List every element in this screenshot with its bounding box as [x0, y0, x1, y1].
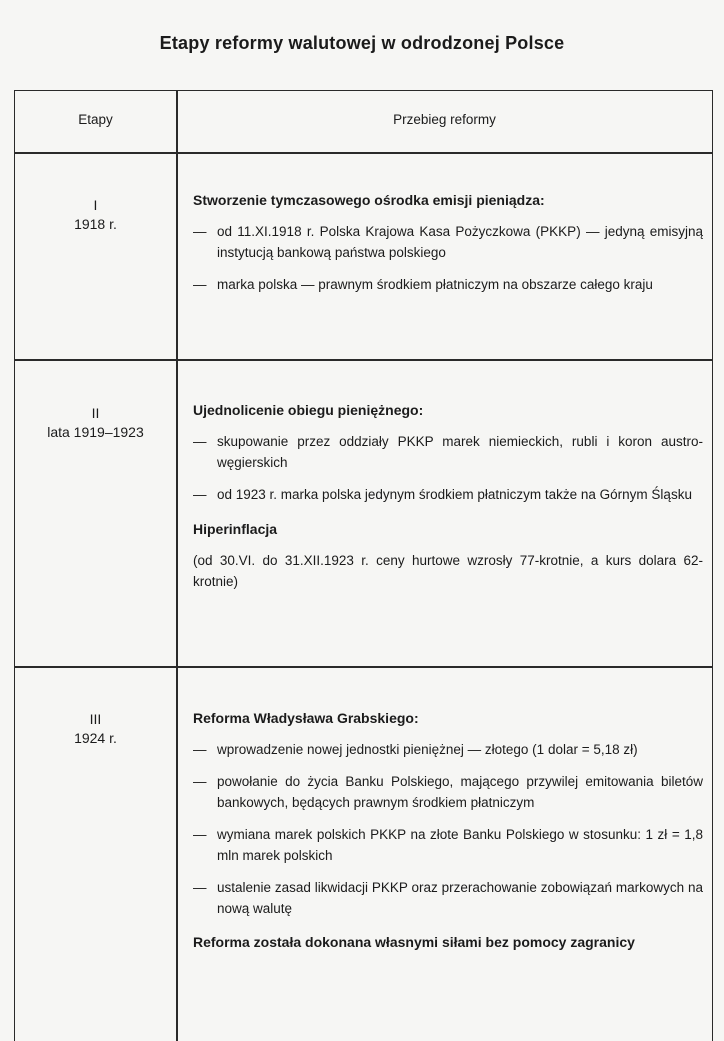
list-item: [193, 431, 703, 473]
dash-bullet: —: [193, 774, 207, 789]
dash-bullet: —: [193, 827, 207, 842]
stage-period: lata 1919–1923: [47, 424, 144, 440]
stage-numeral: III: [89, 711, 102, 727]
dash-bullet: —: [193, 487, 207, 502]
reform-cell-3: [193, 708, 703, 953]
list-item-text: powołanie do życia Banku Polskiego, mającego przywilej emitowania biletów bankowych, będących prawnym środkiem płatniczym: [217, 774, 703, 810]
list-item: [193, 274, 703, 295]
header-etapy: Etapy: [78, 112, 113, 127]
stage-period: 1924 r.: [74, 730, 117, 746]
header-przebieg-reformy: Przebieg reformy: [393, 112, 496, 127]
dash-bullet: —: [193, 742, 207, 757]
stage-period: 1918 r.: [74, 216, 117, 232]
column-divider: [176, 91, 178, 1041]
stage-cell-1: [15, 196, 176, 234]
row-divider: [15, 666, 712, 668]
list-item-text: marka polska — prawnym środkiem płatniczym na obszarze całego kraju: [217, 277, 653, 292]
list-item: [193, 824, 703, 866]
row-subheading: Hiperinflacja: [193, 521, 278, 537]
dash-bullet: —: [193, 277, 207, 292]
list-item-text: skupowanie przez oddziały PKKP marek niemieckich, rubli i koron austro-węgierskich: [217, 434, 703, 470]
reform-stages-table: [14, 90, 713, 1041]
list-item: [193, 877, 703, 919]
row-heading: Reforma Władysława Grabskiego:: [193, 710, 419, 726]
row-paragraph: (od 30.VI. do 31.XII.1923 r. ceny hurtowe wzrosły 77-krotnie, a kurs dolara 62-krotnie): [193, 553, 703, 589]
list-item: [193, 221, 703, 263]
reform-cell-1: [193, 190, 703, 306]
list-item-text: wprowadzenie nowej jednostki pieniężnej — złotego (1 dolar = 5,18 zł): [217, 742, 638, 757]
closing-note: Reforma została dokonana własnymi siłami bez pomocy zagranicy: [193, 934, 635, 950]
list-item: [193, 739, 703, 760]
stage-cell-2: [15, 404, 176, 442]
header-divider: [15, 152, 712, 154]
stage-numeral: I: [93, 197, 98, 213]
dash-bullet: —: [193, 224, 207, 239]
page-title: Etapy reformy walutowej w odrodzonej Polsce: [159, 33, 565, 53]
dash-bullet: —: [193, 880, 207, 895]
row-divider: [15, 359, 712, 361]
list-item: [193, 771, 703, 813]
list-item-text: od 11.XI.1918 r. Polska Krajowa Kasa Pożyczkowa (PKKP) — jedyną emisyjną instytucją bankową państwa polskiego: [217, 224, 703, 260]
list-item: [193, 484, 703, 505]
reform-cell-2: [193, 400, 703, 603]
row-heading: Stworzenie tymczasowego ośrodka emisji pieniądza:: [193, 192, 545, 208]
row-heading: Ujednolicenie obiegu pieniężnego:: [193, 402, 424, 418]
list-item-text: wymiana marek polskich PKKP na złote Banku Polskiego w stosunku: 1 zł = 1,8 mln marek polskich: [217, 827, 703, 863]
list-item-text: od 1923 r. marka polska jedynym środkiem płatniczym także na Górnym Śląsku: [217, 487, 692, 502]
stage-numeral: II: [91, 405, 100, 421]
stage-cell-3: [15, 710, 176, 748]
dash-bullet: —: [193, 434, 207, 449]
list-item-text: ustalenie zasad likwidacji PKKP oraz przerachowanie zobowiązań markowych na nową walutę: [217, 880, 703, 916]
